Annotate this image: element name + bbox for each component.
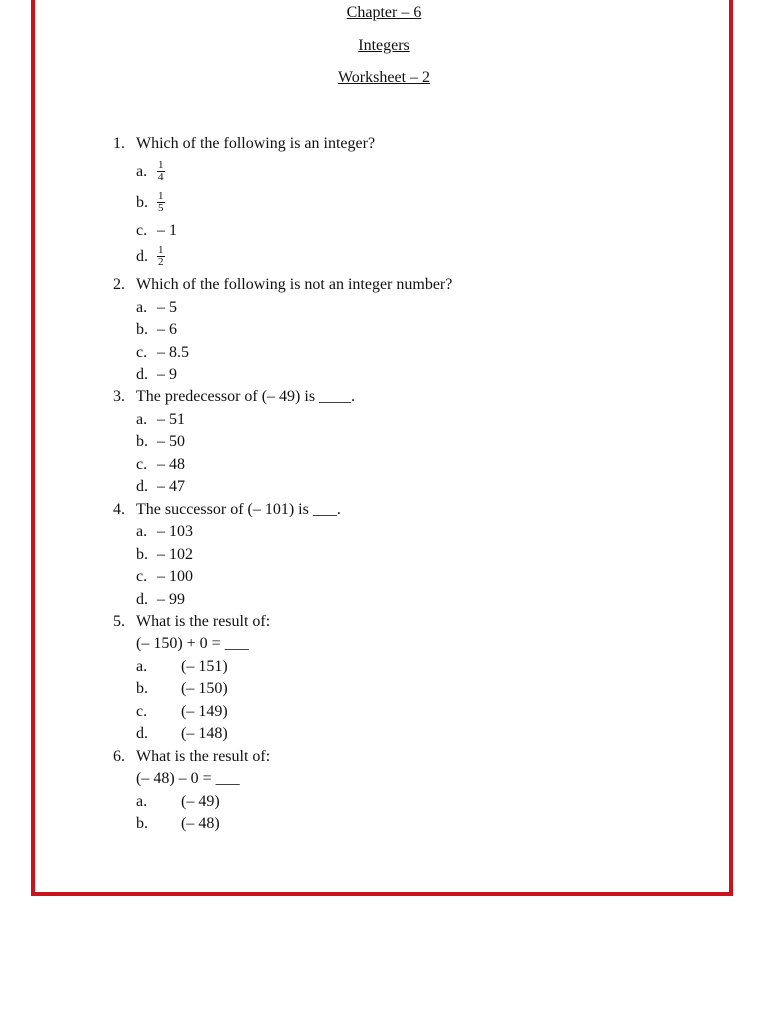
option-label: c.: [136, 568, 148, 585]
option-label: d.: [136, 478, 148, 495]
question-number: 3.: [113, 388, 125, 405]
option-label: a.: [136, 299, 148, 316]
option-text: – 47: [157, 478, 185, 495]
option-label: c.: [136, 344, 148, 361]
option-text: (– 49): [181, 793, 220, 810]
option-text: (– 150): [181, 680, 228, 697]
worksheet-heading: Worksheet – 2: [337, 69, 431, 86]
question-text: What is the result of:: [136, 748, 271, 765]
option-label: a.: [136, 411, 148, 428]
option-text: (– 148): [181, 725, 228, 742]
option-label: a.: [136, 163, 148, 180]
chapter-heading: Chapter – 6: [346, 4, 422, 21]
option-text: (– 149): [181, 703, 228, 720]
option-text: (– 151): [181, 658, 228, 675]
denominator: 5: [158, 202, 164, 214]
option-text: – 50: [157, 433, 185, 450]
option-text: – 51: [157, 411, 185, 428]
option-fraction: [157, 159, 165, 185]
option-fraction: [157, 244, 165, 270]
question-text: The successor of (– 101) is ___.: [136, 501, 341, 518]
denominator: 4: [158, 171, 164, 183]
option-label: d.: [136, 591, 148, 608]
question-expression: (– 150) + 0 = ___: [136, 635, 249, 652]
question-number: 2.: [113, 276, 125, 293]
option-label: a.: [136, 523, 148, 540]
option-label: c.: [136, 456, 148, 473]
question-expression: (– 48) – 0 = ___: [136, 770, 240, 787]
numerator: 1: [158, 190, 164, 202]
question-text: What is the result of:: [136, 613, 271, 630]
option-text: – 1: [157, 222, 177, 239]
option-label: b.: [136, 321, 148, 338]
option-fraction: [157, 190, 165, 216]
option-text: – 48: [157, 456, 185, 473]
question-text: The predecessor of (– 49) is ____.: [136, 388, 356, 405]
option-label: b.: [136, 680, 148, 697]
option-label: a.: [136, 793, 148, 810]
option-label: b.: [136, 546, 148, 563]
option-label: d.: [136, 725, 148, 742]
option-label: a.: [136, 658, 148, 675]
question-text: Which of the following is not an integer number?: [136, 276, 453, 293]
subject-heading: Integers: [358, 37, 410, 54]
question-text: Which of the following is an integer?: [136, 135, 376, 152]
question-number: 6.: [113, 748, 125, 765]
option-text: – 103: [157, 523, 193, 540]
numerator: 1: [158, 244, 164, 256]
option-label: c.: [136, 703, 148, 720]
option-label: c.: [136, 222, 148, 239]
option-label: b.: [136, 433, 148, 450]
option-label: b.: [136, 815, 148, 832]
option-text: – 5: [157, 299, 177, 316]
option-label: b.: [136, 194, 148, 211]
option-text: – 6: [157, 321, 177, 338]
option-label: d.: [136, 248, 148, 265]
question-number: 4.: [113, 501, 125, 518]
question-number: 5.: [113, 613, 125, 630]
option-text: – 8.5: [157, 344, 189, 361]
option-text: – 102: [157, 546, 193, 563]
option-text: – 100: [157, 568, 193, 585]
numerator: 1: [158, 159, 164, 171]
option-text: – 99: [157, 591, 185, 608]
option-text: – 9: [157, 366, 177, 383]
question-number: 1.: [113, 135, 125, 152]
option-text: (– 48): [181, 815, 220, 832]
denominator: 2: [158, 256, 164, 268]
option-label: d.: [136, 366, 148, 383]
